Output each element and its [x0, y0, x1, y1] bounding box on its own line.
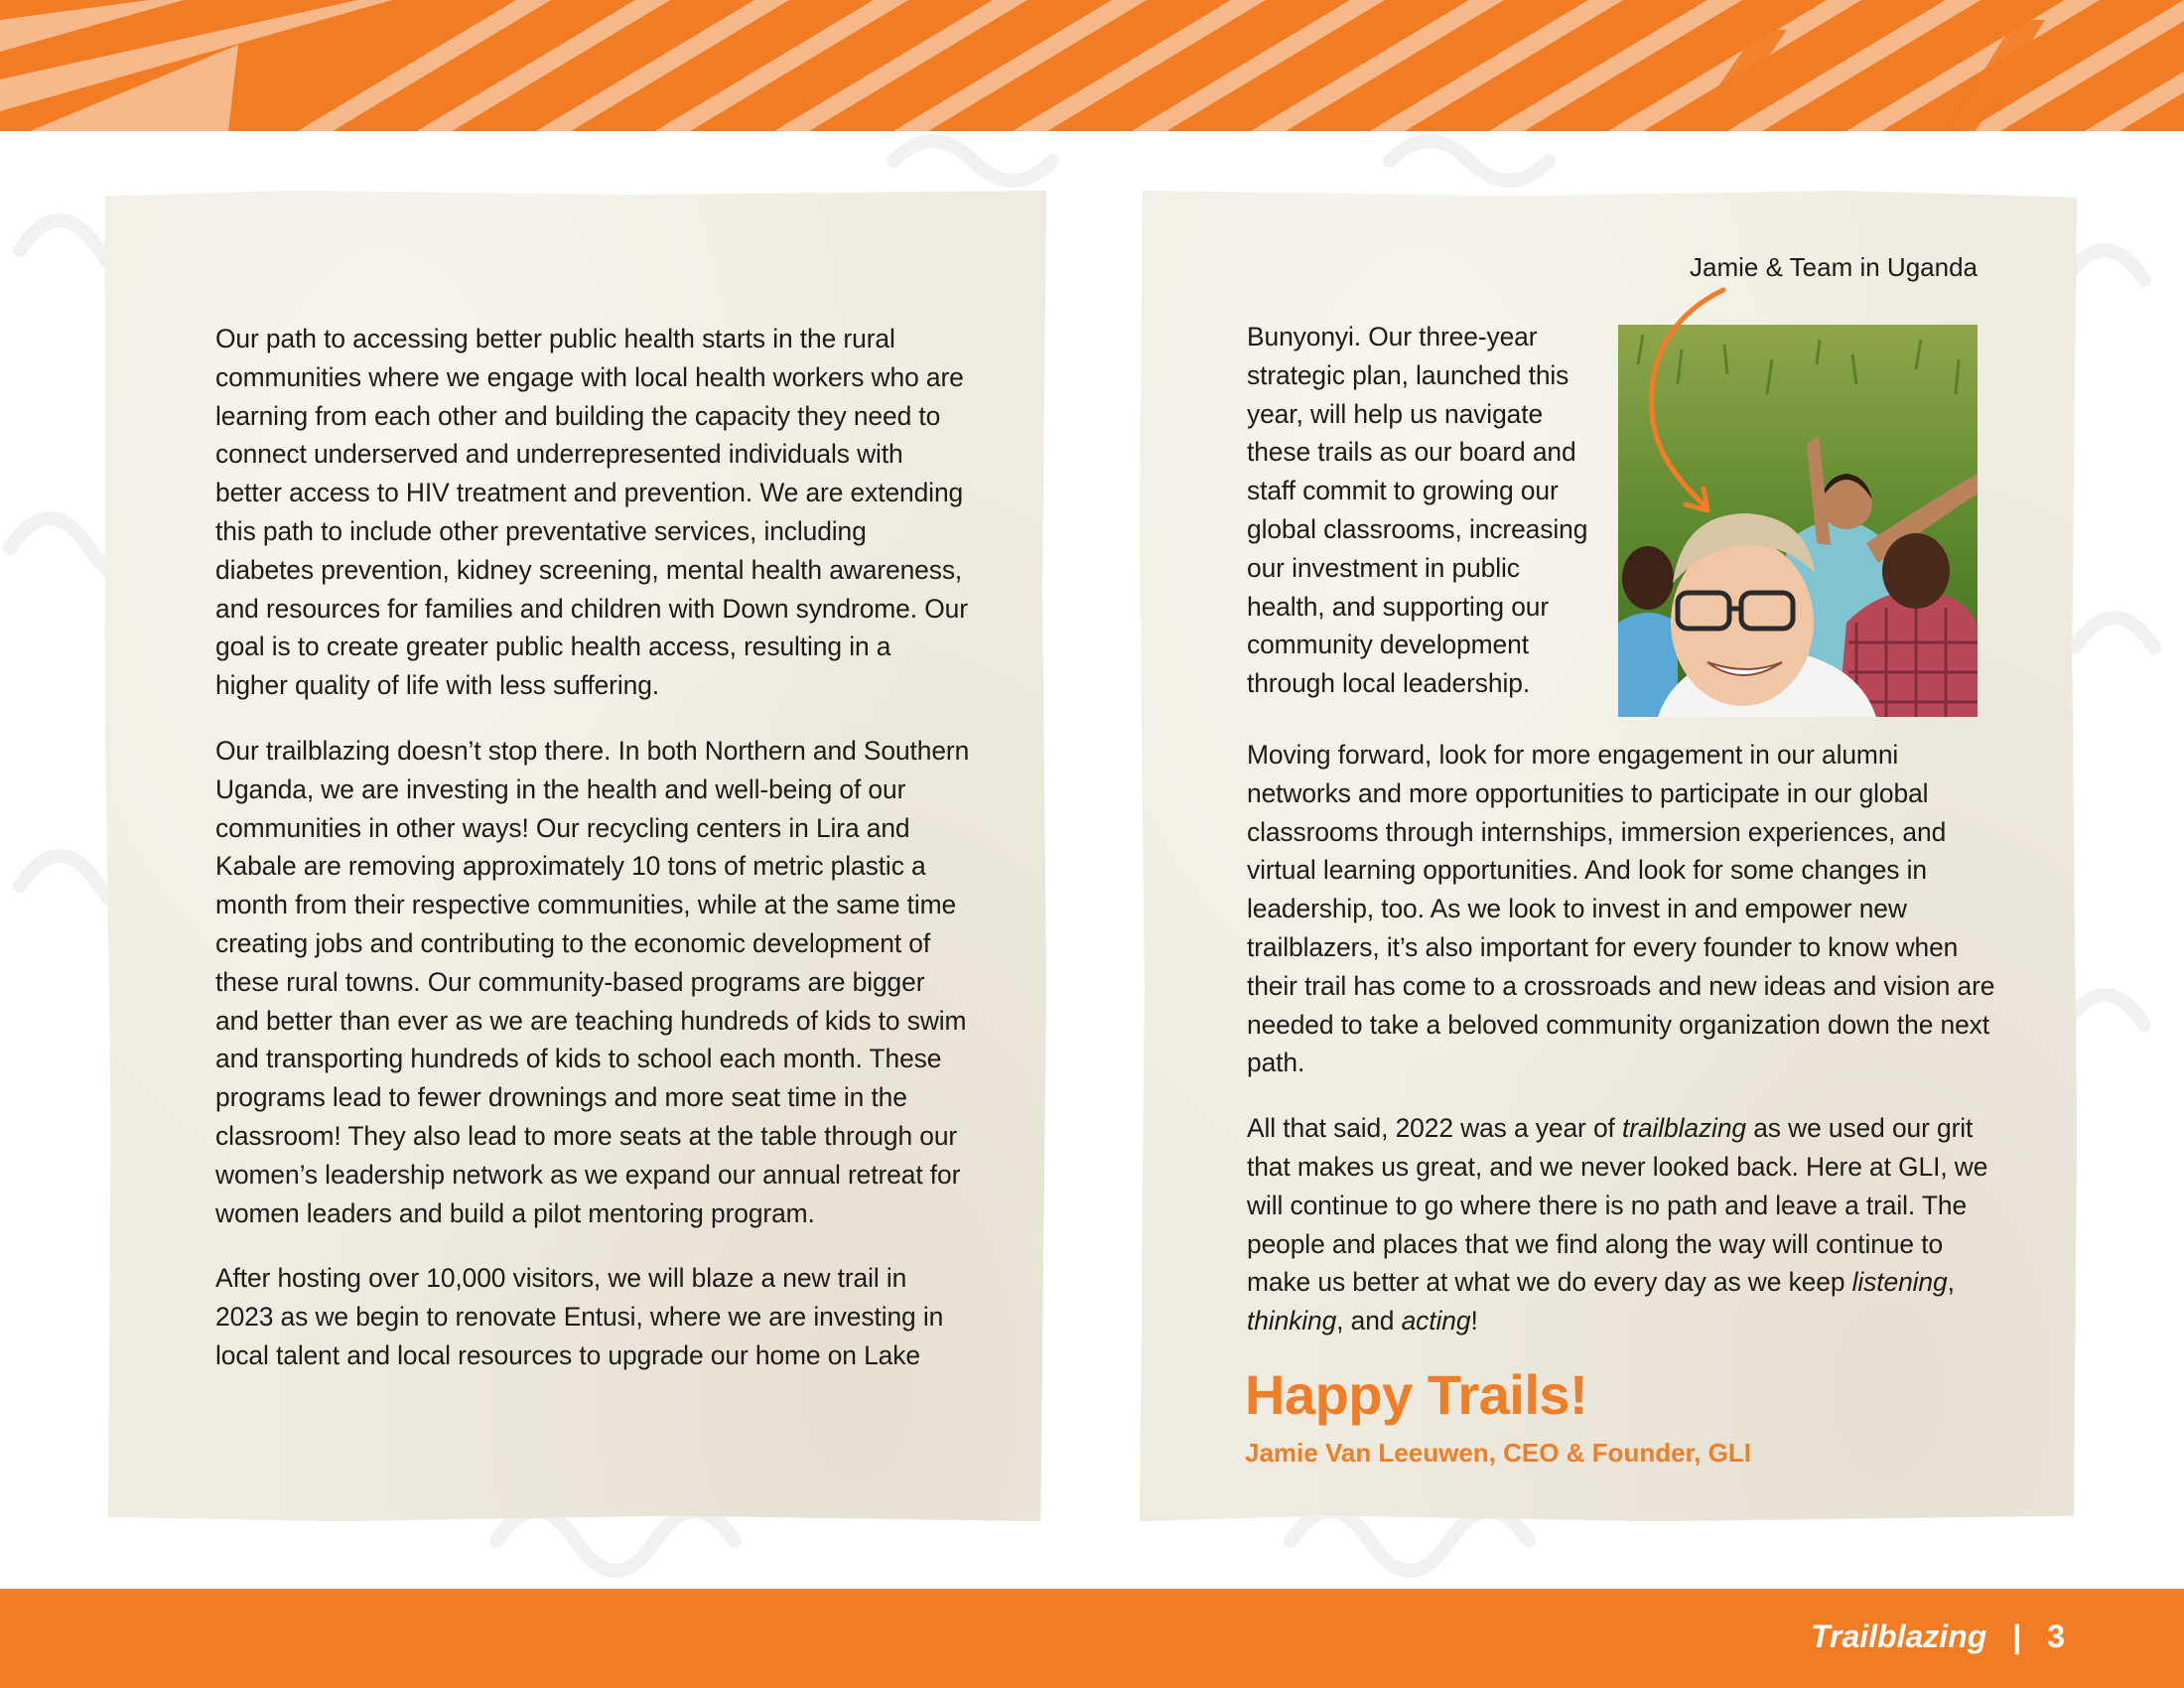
p3-emphasis-listening: listening: [1851, 1267, 1948, 1298]
p3-text-b: as we used our grit that makes us great, and we never looked back. Here at GLI, we will continue to go where there is no path and leave a trail. The people and places that we find along the way will continue to make us better at what we do every day as we keep: [1247, 1113, 1988, 1298]
caption-arrow-icon: [1628, 282, 1727, 525]
left-paragraph-2: Our trailblazing doesn’t stop there. In both Northern and Southern Uganda, we are investing in the health and well-being of our communities in other ways! Our recycling centers in Lira and Kabale are removing approximately 10 tons of metric plastic a month from their respective communities, while at the same time creating jobs and contributing to the economic development of these rural towns. Our community-based programs are bigger and better than ever as we are teaching hundreds of kids to swim and transporting hundreds of kids to school each month. These programs lead to fewer drownings and more seat time in the classroom! They also lead to more seats at the table through our women’s leadership network as we expand our annual retreat for women leaders and build a pilot mentoring program.: [215, 735, 970, 1228]
p3-emphasis-acting: acting: [1401, 1306, 1471, 1336]
p3-emphasis-thinking: thinking: [1247, 1306, 1337, 1336]
right-paragraph-2: Moving forward, look for more engagement in our alumni networks and more opportunities to participate in our global classrooms through internships, immersion experiences, and virtual learning opportunities. And look for some changes in leadership, too. As we look to invest in and empower new trailblazers, it’s also important for every founder to know when their trail has come to a crossroads and new ideas and vision are needed to take a beloved community organization down the next path.: [1247, 740, 1995, 1078]
p3-text-e: !: [1470, 1306, 1478, 1336]
p3-text-a: All that said, 2022 was a year of: [1247, 1113, 1623, 1144]
footer-section-title: Trailblazing: [1811, 1618, 1987, 1654]
top-stripe-band: [0, 0, 2184, 131]
left-paragraph-1: Our path to accessing better public health starts in the rural communities where we engage with local health workers who are learning from each other and building the capacity they need to connect underserved and underrepresented individuals with better access to HIV treatment and prevention. We are extending this path to include other preventative services, including diabetes prevention, kidney screening, mental health awareness, and resources for families and children with Down syndrome. Our goal is to create greater public health access, resulting in a higher quality of life with less suffering.: [215, 324, 968, 701]
photo-caption: Jamie & Team in Uganda: [1689, 252, 1978, 282]
p3-emphasis-trailblazing: trailblazing: [1622, 1113, 1746, 1144]
signature-line: Jamie Van Leeuwen, CEO & Founder, GLI: [1245, 1438, 1752, 1468]
p3-text-c: ,: [1947, 1267, 1955, 1298]
sign-off-heading: Happy Trails!: [1245, 1363, 1588, 1426]
left-paragraph-3: After hosting over 10,000 visitors, we will blaze a new trail in 2023 as we begin to renovate Entusi, where we are investing in local talent and local resources to upgrade our home on Lake: [215, 1263, 944, 1370]
right-column-intro: [1247, 318, 1604, 730]
right-column-text: [1247, 736, 2001, 1367]
page-number: 3: [2047, 1618, 2065, 1654]
footer-label: [1811, 1618, 2065, 1655]
right-paragraph-3: [1247, 1109, 2001, 1340]
footer-separator: |: [2012, 1618, 2022, 1654]
left-column-text: [215, 320, 970, 1402]
right-intro-paragraph: Bunyonyi. Our three-year strategic plan, launched this year, will help us navigate these trails as our board and staff commit to growing our global classrooms, increasing our investment in public health, and supporting our community development through local leadership.: [1247, 322, 1588, 699]
footer-band: [0, 1589, 2184, 1688]
p3-text-d: , and: [1336, 1306, 1402, 1336]
